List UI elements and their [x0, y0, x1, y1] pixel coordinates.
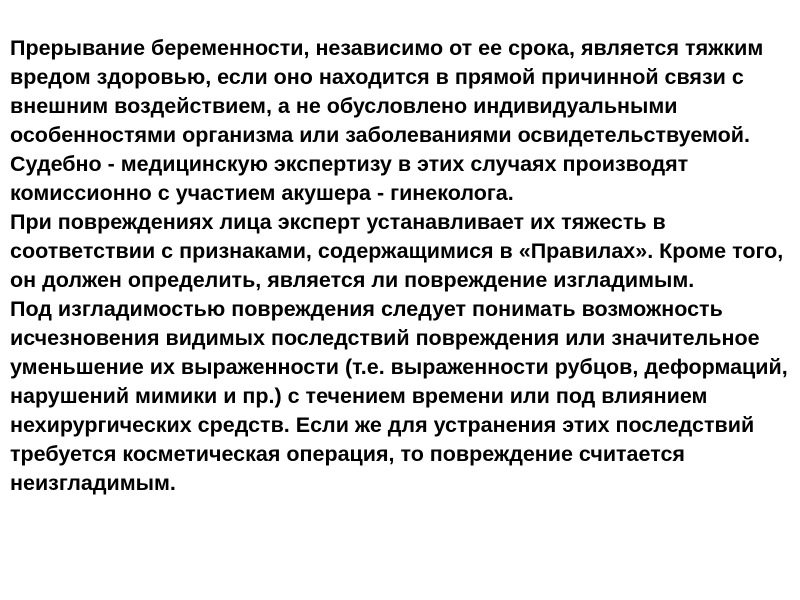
- text-body: [10, 34, 795, 498]
- paragraph-text: Судебно - медицинскую экспертизу в этих случаях производят комиссионно с участием акушера - гинеколога.: [10, 152, 689, 205]
- paragraph-face-injuries: [10, 208, 795, 295]
- paragraph-forensic-expertise: [10, 150, 795, 208]
- paragraph-erasability-definition: [10, 295, 795, 498]
- paragraph-text: Прерывание беременности, независимо от ее срока, является тяжким вредом здоровью, если оно находится в прямой причинной связи с внешним воздействием, а не обусловлено индивидуальными особенностями организма или заболеваниями освидетельствуемой.: [10, 36, 764, 147]
- paragraph-text: Под изгладимостью повреждения следует понимать возможность исчезновения видимых последствий повреждения или значительное уменьшение их выраженности (т.е. выраженности рубцов, деформаций, нарушений мимики и пр.) с течением времени или под влиянием нехирургических средств. Если же для устранения этих последствий требуется косметическая операция, то повреждение считается неизгладимым.: [10, 297, 788, 495]
- paragraph-pregnancy-termination: [10, 34, 795, 150]
- paragraph-text: При повреждениях лица эксперт устанавливает их тяжесть в соответствии с признаками, содержащимися в «Правилах». Кроме того, он должен определить, является ли повреждение изгладимым.: [10, 210, 784, 292]
